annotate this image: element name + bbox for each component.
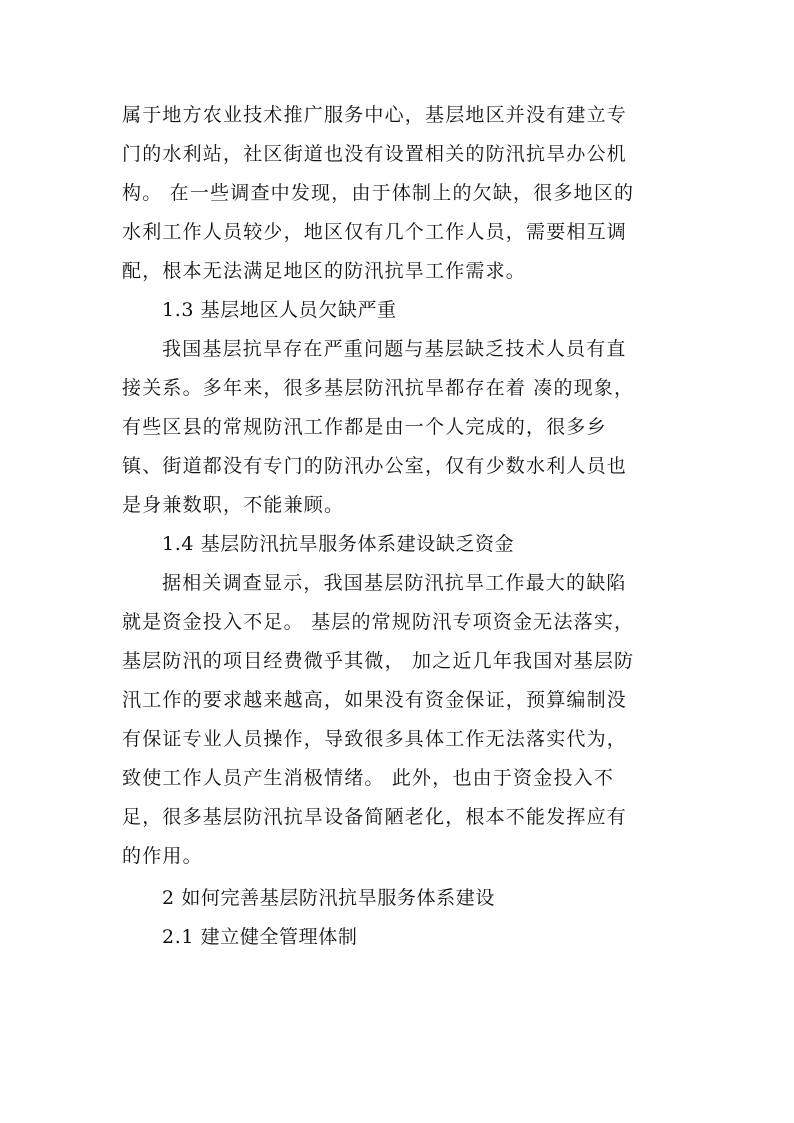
text-line: 构。 在一些调查中发现，由于体制上的欠缺，很多地区的 [122, 182, 635, 204]
text-line: 水利工作人员较少，地区仅有几个工作人员，需要相互调 [122, 221, 628, 243]
text-line: 汛工作的要求越来越高，如果没有资金保证，预算编制没 [122, 689, 628, 711]
text-line: 门的水利站，社区街道也没有设置相关的防汛抗旱办公机 [122, 143, 628, 165]
section-heading-2: 2 如何完善基层防汛抗旱服务体系建设 [162, 887, 495, 909]
section-heading-1-4: 1.4 基层防汛抗旱服务体系建设缺乏资金 [162, 533, 515, 555]
text-line: 接关系。多年来，很多基层防汛抗旱都存在着 凑的现象， [122, 377, 635, 399]
text-line: 属于地方农业技术推广服务中心，基层地区并没有建立专 [122, 104, 628, 126]
document-body [122, 96, 682, 957]
section-heading-1-3: 1.3 基层地区人员欠缺严重 [162, 299, 397, 321]
text-line: 致使工作人员产生消极情绪。 此外，也由于资金投入不 [122, 767, 615, 789]
text-line: 足，很多基层防汛抗旱设备简陋老化，根本不能发挥应有 [122, 806, 628, 828]
text-line: 据相关调查显示，我国基层防汛抗旱工作最大的缺陷 [162, 572, 627, 594]
text-line: 的作用。 [122, 845, 203, 867]
text-line: 有些区县的常规防汛工作都是由一个人完成的，很多乡 [122, 416, 607, 438]
text-line: 镇、街道都没有专门的防汛办公室，仅有少数水利人员也 [122, 455, 628, 477]
section-heading-2-1: 2.1 建立健全管理体制 [162, 926, 358, 948]
text-line: 是身兼数职，不能兼顾。 [122, 494, 345, 516]
text-line: 有保证专业人员操作，导致很多具体工作无法落实代为， [122, 728, 628, 750]
text-line: 我国基层抗旱存在严重问题与基层缺乏技术人员有直 [162, 338, 627, 360]
text-line: 配，根本无法满足地区的防汛抗旱工作需求。 [122, 260, 527, 282]
text-line: 基层防汛的项目经费微乎其微， 加之近几年我国对基层防 [122, 650, 635, 672]
text-line: 就是资金投入不足。 基层的常规防汛专项资金无法落实， [122, 611, 635, 633]
